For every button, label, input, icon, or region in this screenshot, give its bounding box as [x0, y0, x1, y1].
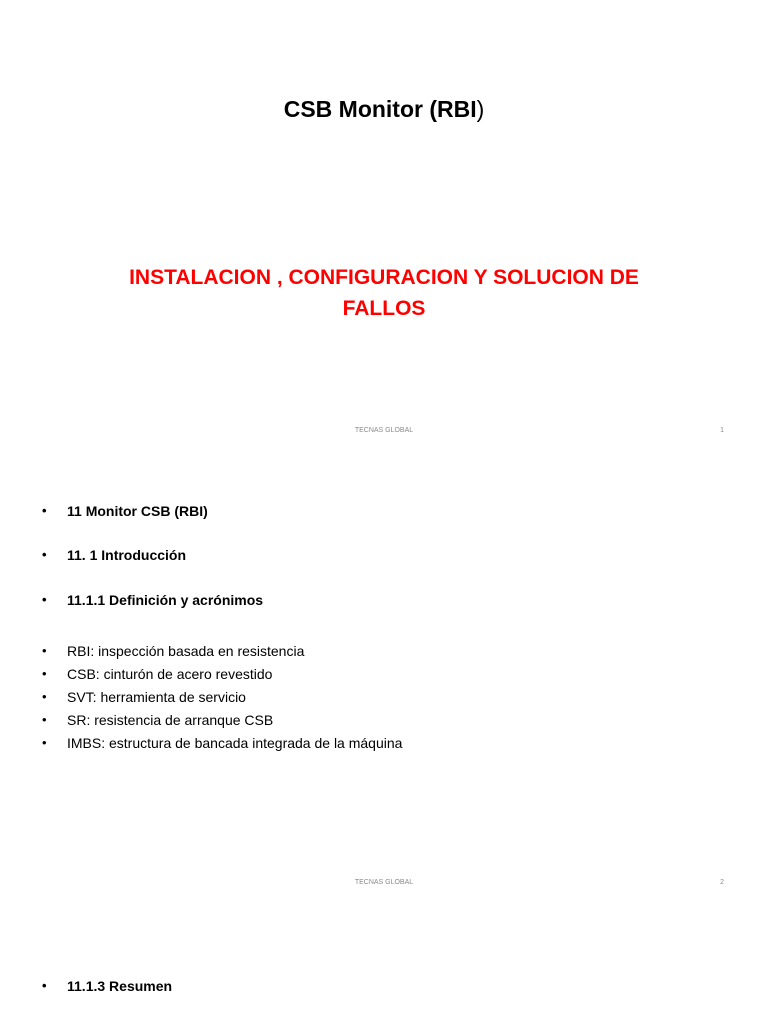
- bullet-icon: •: [42, 712, 47, 727]
- bullet-icon: •: [42, 735, 47, 750]
- list-item: [42, 547, 263, 563]
- bullet-icon: •: [42, 643, 47, 658]
- slide-3: [0, 960, 768, 1024]
- footer-company: TECNAS GLOBAL: [354, 879, 414, 886]
- list-item: [42, 735, 402, 758]
- item-text: SVT: herramienta de servicio: [67, 689, 246, 705]
- heading-list: [42, 978, 172, 994]
- page-number: 2: [720, 879, 724, 886]
- item-text: RBI: inspección basada en resistencia: [67, 643, 305, 659]
- item-text: CSB: cinturón de acero revestido: [67, 666, 273, 682]
- item-text: IMBS: estructura de bancada integrada de la máquina: [67, 735, 403, 751]
- title-text: CSB Monitor (RBI: [283, 96, 477, 122]
- list-item: [42, 978, 172, 994]
- slide-1: [0, 0, 768, 450]
- bullet-icon: •: [42, 503, 47, 518]
- bullet-icon: •: [42, 689, 47, 704]
- bullet-icon: •: [42, 547, 47, 562]
- slide-2: [0, 470, 768, 900]
- heading-text: 11.1.1 Definición y acrónimos: [67, 592, 264, 608]
- list-item: [42, 666, 402, 689]
- list-item: [42, 643, 402, 666]
- acronym-list: [42, 643, 402, 758]
- list-item: [42, 503, 263, 519]
- page-number: 1: [720, 427, 724, 434]
- slide-subtitle: INSTALACION , CONFIGURACION Y SOLUCION DE FALLOS: [129, 266, 639, 320]
- bullet-icon: •: [42, 666, 47, 681]
- slide-title: [0, 96, 768, 123]
- footer-company: TECNAS GLOBAL: [354, 427, 414, 434]
- item-text: SR: resistencia de arranque CSB: [67, 712, 274, 728]
- list-item: [42, 592, 263, 608]
- bullet-icon: •: [42, 592, 47, 607]
- heading-text: 11.1.3 Resumen: [67, 978, 173, 994]
- title-paren: ): [476, 96, 485, 122]
- list-item: [42, 689, 402, 712]
- heading-list: [42, 503, 263, 608]
- list-item: [42, 712, 402, 735]
- heading-text: 11. 1 Introducción: [67, 547, 187, 563]
- heading-text: 11 Monitor CSB (RBI): [67, 503, 208, 519]
- bullet-icon: •: [42, 978, 47, 993]
